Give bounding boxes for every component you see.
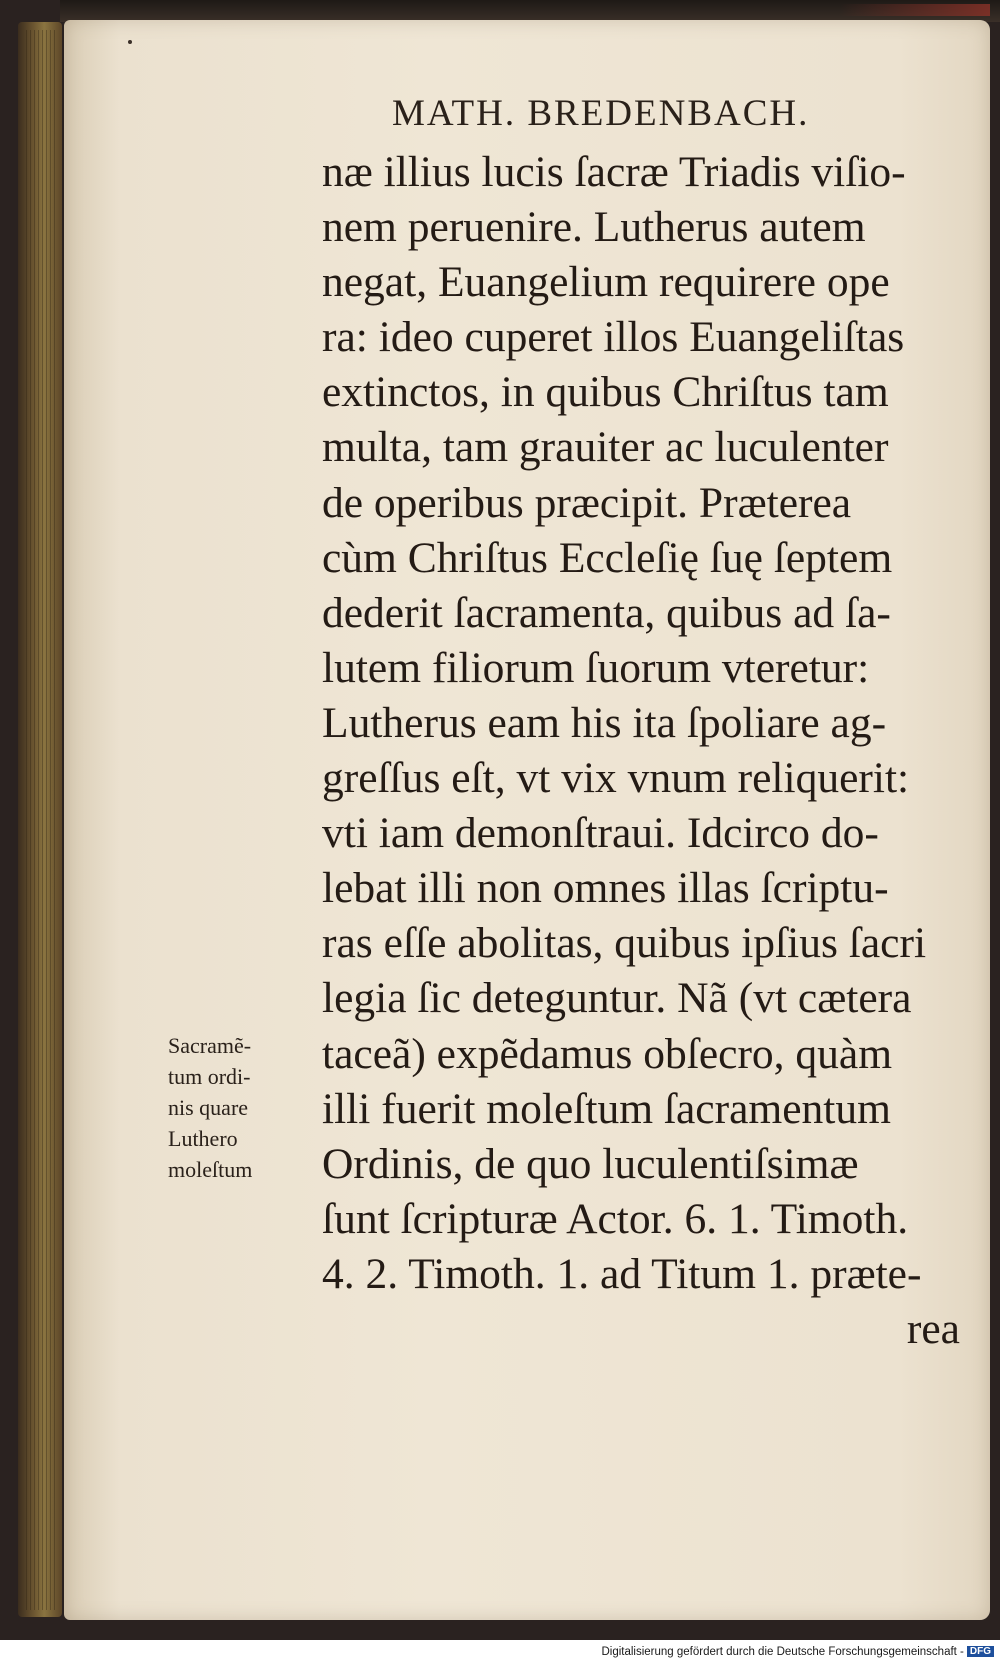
text-line: illi fuerit moleſtum ſacramentum: [322, 1084, 891, 1133]
text-line: dederit ſacramenta, quibus ad ſa-: [322, 588, 891, 637]
text-line: Ordinis, de quo luculentiſsimæ: [322, 1139, 859, 1188]
dfg-logo: DFG: [967, 1646, 994, 1657]
digitization-credit: [0, 1646, 994, 1658]
book-page-edges: [26, 30, 56, 1610]
catchword: rea: [906, 1304, 960, 1353]
marginal-note-line: nis quare: [168, 1095, 249, 1120]
text-line: legia ſic deteguntur. Nã (vt cætera: [322, 974, 912, 1023]
text-line: nem peruenire. Lutherus autem: [322, 203, 866, 252]
marginal-note-line: Luthero: [168, 1126, 238, 1151]
credit-text: Digitalisierung gefördert durch die Deutsche Forschungsgemeinschaft -: [601, 1646, 964, 1658]
book-top-edge-tint: [840, 4, 990, 16]
text-line: lebat illi non omnes illas ſcriptu-: [322, 864, 889, 913]
marginal-note-line: tum ordi-: [168, 1064, 251, 1089]
ink-speck: [128, 40, 132, 44]
text-line: lutem filiorum ſuorum vteretur:: [322, 643, 870, 692]
marginal-note: [168, 1030, 318, 1185]
text-line: cùm Chriſtus Eccleſię ſuę ſeptem: [322, 533, 893, 582]
text-line: extinctos, in quibus Chriſtus tam: [322, 368, 889, 417]
text-line: greſſus eſt, vt vix vnum reliquerit:: [322, 754, 910, 803]
text-line: negat, Euangelium requirere ope: [322, 258, 890, 307]
text-line: multa, tam grauiter ac luculenter: [322, 423, 889, 472]
body-text: [322, 145, 972, 1357]
text-line: næ illius lucis ſacræ Triadis viſio-: [322, 148, 906, 196]
text-line: taceã) expẽdamus obſecro, quàm: [322, 1029, 893, 1078]
running-head: MATH. BREDENBACH.: [392, 93, 810, 134]
text-line: vti iam demonſtraui. Idcirco do-: [322, 809, 879, 858]
text-line: ra: ideo cuperet illos Euangeliſtas: [322, 313, 905, 362]
text-line: Lutherus eam his ita ſpoliare ag-: [322, 698, 887, 747]
marginal-note-line: moleſtum: [168, 1157, 253, 1182]
text-line: 4. 2. Timoth. 1. ad Titum 1. præte-: [322, 1249, 922, 1298]
marginal-note-line: Sacramẽ-: [168, 1033, 252, 1058]
text-line: ras eſſe abolitas, quibus ipſius ſacri: [322, 919, 927, 968]
text-line: ſunt ſcripturæ Actor. 6. 1. Timoth.: [322, 1194, 909, 1243]
text-line: de operibus præcipit. Præterea: [322, 478, 852, 527]
